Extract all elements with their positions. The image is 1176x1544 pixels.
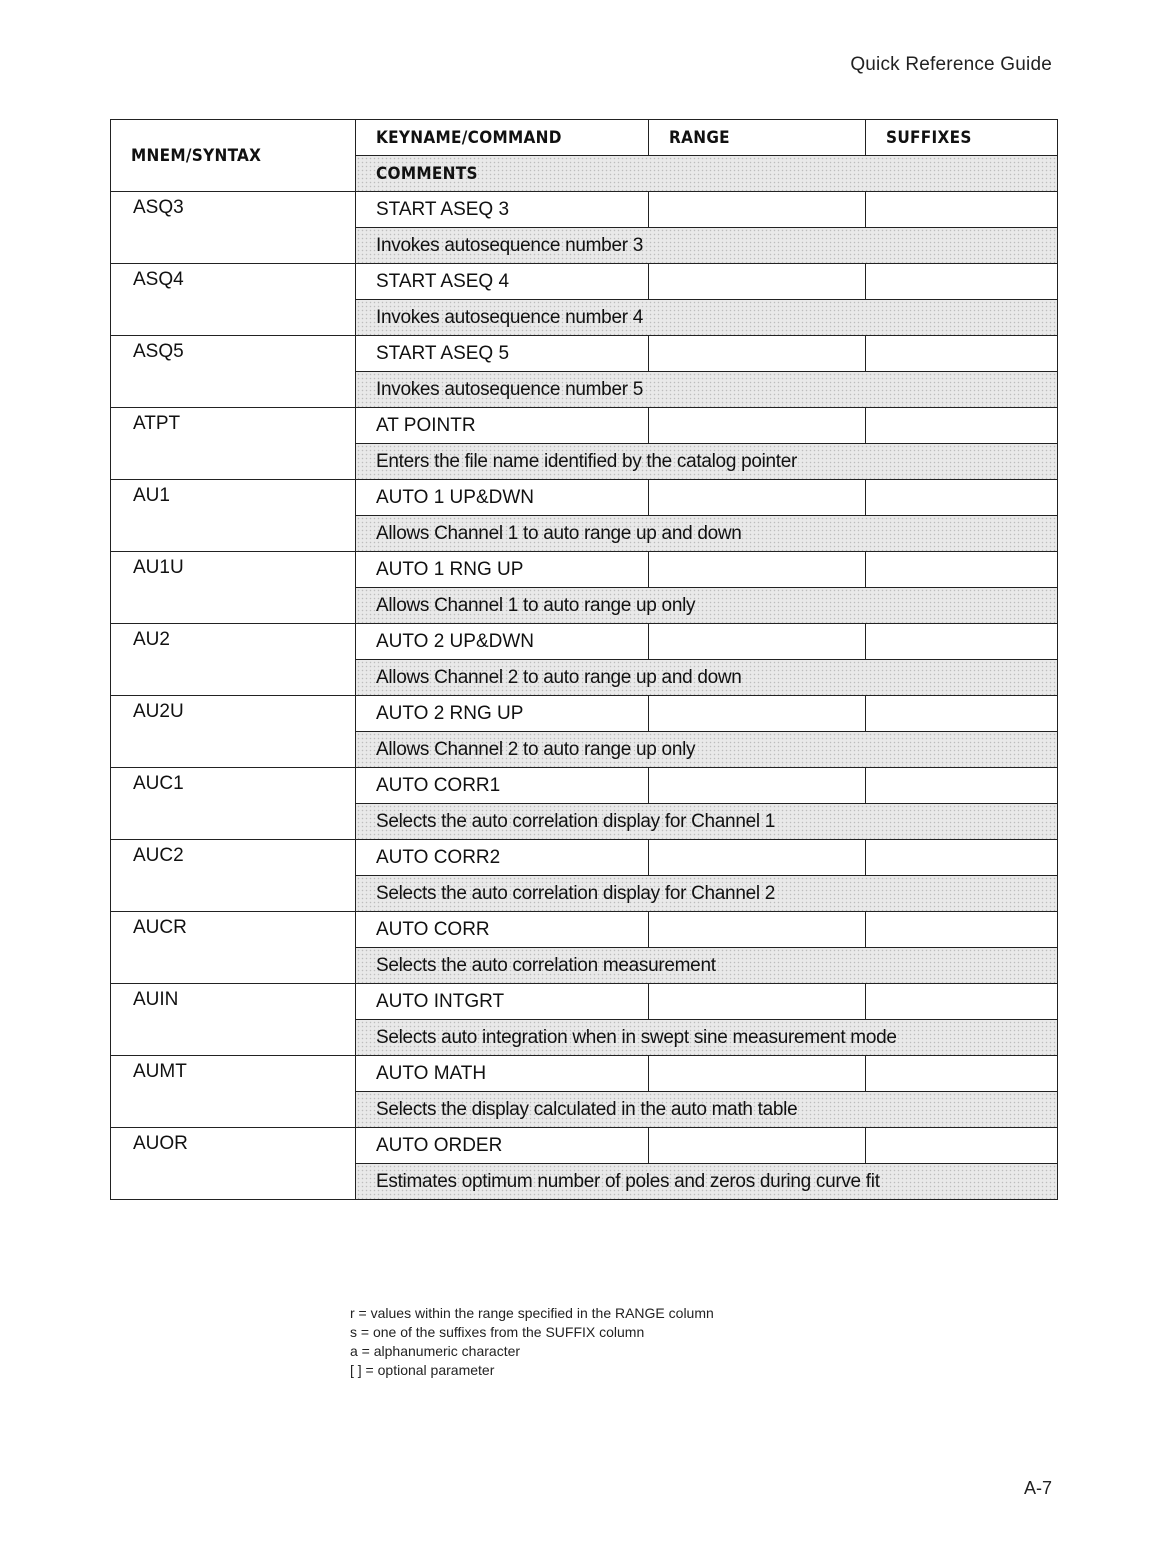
suffixes-cell [866,912,1058,948]
keyname-cell: AUTO 2 UP&DWN [356,624,649,660]
mnemonic-cell: AUC2 [111,840,356,912]
suffixes-cell [866,1056,1058,1092]
mnemonic-cell: AU2 [111,624,356,696]
table-row [111,840,1058,876]
keyname-cell: AUTO 1 UP&DWN [356,480,649,516]
range-cell [649,696,866,732]
table-row [111,696,1058,732]
column-header-comments: COMMENTS [356,156,1058,192]
suffixes-cell [866,624,1058,660]
keyname-cell: AUTO ORDER [356,1128,649,1164]
mnemonic-cell: AU1 [111,480,356,552]
keyname-cell: AUTO 2 RNG UP [356,696,649,732]
comment-cell: Estimates optimum number of poles and zeros during curve fit [356,1164,1058,1200]
keyname-cell: AUTO CORR [356,912,649,948]
range-cell [649,840,866,876]
mnemonic-cell: AUC1 [111,768,356,840]
reference-table [110,119,1058,1200]
mnemonic-cell: AUMT [111,1056,356,1128]
comment-cell: Allows Channel 1 to auto range up only [356,588,1058,624]
keyname-cell: AUTO CORR2 [356,840,649,876]
table-row [111,192,1058,228]
legend [350,1304,714,1380]
range-cell [649,624,866,660]
range-cell [649,912,866,948]
table-row [111,768,1058,804]
suffixes-cell [866,1128,1058,1164]
column-header-range: RANGE [649,120,866,156]
comment-cell: Enters the file name identified by the catalog pointer [356,444,1058,480]
legend-line: s = one of the suffixes from the SUFFIX column [350,1324,645,1340]
comment-cell: Invokes autosequence number 3 [356,228,1058,264]
mnemonic-cell: AU1U [111,552,356,624]
table-row [111,264,1058,300]
table-row [111,408,1058,444]
header-row [111,120,1058,156]
keyname-cell: AUTO 1 RNG UP [356,552,649,588]
keyname-cell: START ASEQ 3 [356,192,649,228]
mnemonic-cell: ASQ4 [111,264,356,336]
keyname-cell: AUTO INTGRT [356,984,649,1020]
column-header-mnem: MNEM/SYNTAX [111,120,356,192]
comment-cell: Selects the display calculated in the auto math table [356,1092,1058,1128]
page-header-title: Quick Reference Guide [850,54,1052,75]
mnemonic-cell: AUCR [111,912,356,984]
range-cell [649,1128,866,1164]
page-number: A-7 [1023,1478,1052,1498]
comment-cell: Selects the auto correlation display for Channel 2 [356,876,1058,912]
mnemonic-cell: AUOR [111,1128,356,1200]
mnemonic-cell: ASQ5 [111,336,356,408]
keyname-cell: START ASEQ 4 [356,264,649,300]
mnemonic-cell: ASQ3 [111,192,356,264]
suffixes-cell [866,408,1058,444]
reference-table-body [111,192,1058,1200]
legend-line: a = alphanumeric character [350,1343,521,1359]
comment-cell: Selects auto integration when in swept sine measurement mode [356,1020,1058,1056]
range-cell [649,768,866,804]
keyname-cell: AUTO CORR1 [356,768,649,804]
suffixes-cell [866,192,1058,228]
comment-cell: Selects the auto correlation display for Channel 1 [356,804,1058,840]
range-cell [649,1056,866,1092]
keyname-cell: START ASEQ 5 [356,336,649,372]
range-cell [649,336,866,372]
mnemonic-cell: AU2U [111,696,356,768]
table-row [111,336,1058,372]
legend-line: [ ] = optional parameter [350,1362,495,1378]
table-row [111,1056,1058,1092]
comment-cell: Allows Channel 2 to auto range up and down [356,660,1058,696]
range-cell [649,192,866,228]
range-cell [649,264,866,300]
mnemonic-cell: AUIN [111,984,356,1056]
keyname-cell: AUTO MATH [356,1056,649,1092]
legend-line: r = values within the range specified in the RANGE column [350,1305,714,1321]
range-cell [649,984,866,1020]
keyname-cell: AT POINTR [356,408,649,444]
comment-cell: Allows Channel 1 to auto range up and down [356,516,1058,552]
table-row [111,984,1058,1020]
comment-cell: Selects the auto correlation measurement [356,948,1058,984]
suffixes-cell [866,984,1058,1020]
range-cell [649,552,866,588]
suffixes-cell [866,840,1058,876]
table-row [111,480,1058,516]
range-cell [649,480,866,516]
suffixes-cell [866,768,1058,804]
range-cell [649,408,866,444]
suffixes-cell [866,552,1058,588]
column-header-keyname: KEYNAME/COMMAND [356,120,649,156]
table-row [111,552,1058,588]
table-row [111,624,1058,660]
table-row [111,1128,1058,1164]
suffixes-cell [866,336,1058,372]
comment-cell: Invokes autosequence number 4 [356,300,1058,336]
comment-cell: Invokes autosequence number 5 [356,372,1058,408]
column-header-suffixes: SUFFIXES [866,120,1058,156]
table-row [111,912,1058,948]
suffixes-cell [866,480,1058,516]
mnemonic-cell: ATPT [111,408,356,480]
suffixes-cell [866,696,1058,732]
comment-cell: Allows Channel 2 to auto range up only [356,732,1058,768]
suffixes-cell [866,264,1058,300]
